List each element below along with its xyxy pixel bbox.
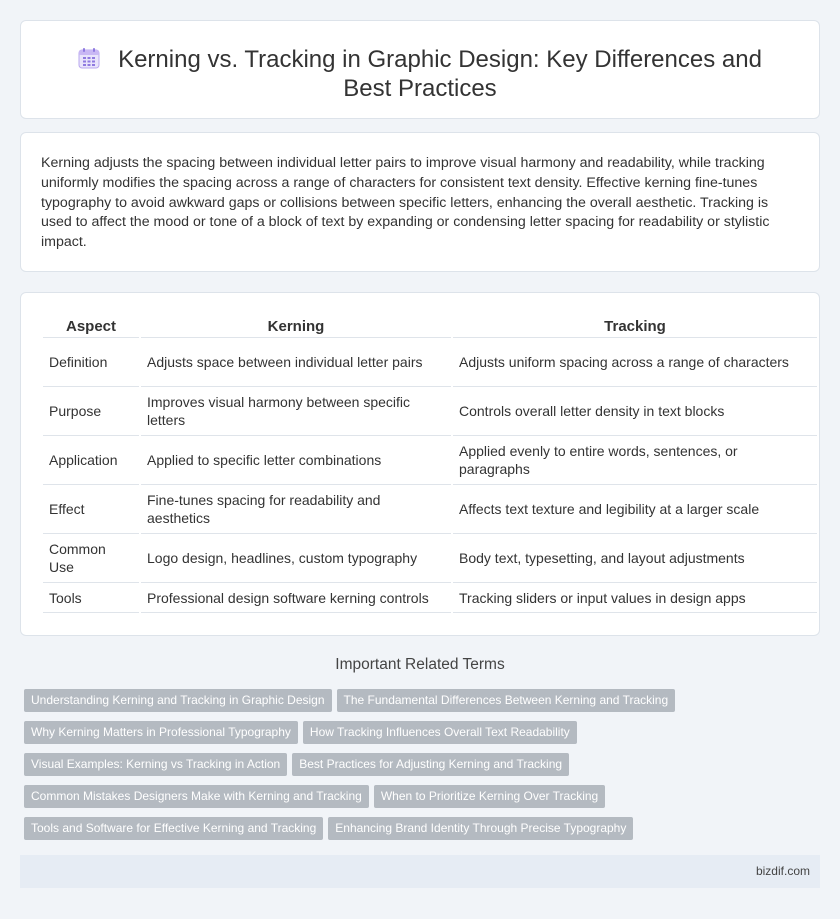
footer — [20, 855, 820, 888]
table-cell: Applied evenly to entire words, sentences, or paragraphs — [453, 436, 817, 485]
related-term-tag[interactable]: Understanding Kerning and Tracking in Graphic Design — [24, 689, 332, 712]
related-term-tag[interactable]: How Tracking Influences Overall Text Readability — [303, 721, 577, 744]
table-cell: Applied to specific letter combinations — [141, 436, 451, 485]
related-term-tag[interactable]: Visual Examples: Kerning vs Tracking in Action — [24, 753, 287, 776]
table-cell: Logo design, headlines, custom typography — [141, 534, 451, 583]
intro-paragraph: Kerning adjusts the spacing between individual letter pairs to improve visual harmony and readability, while tracking uniformly modifies the spacing across a range of characters for consistent text density. Effective kerning fine-tunes typography to avoid awkward gaps or collisions between specific letters, enhancing the overall aesthetic. Tracking is used to affect the mood or tone of a block of text by expanding or condensing letter spacing for readability or stylistic impact. — [41, 155, 770, 251]
related-terms-title: Important Related Terms — [335, 656, 505, 673]
table-row — [43, 485, 817, 534]
page-title — [61, 45, 779, 103]
table-row — [43, 338, 817, 387]
related-term-tag[interactable]: Common Mistakes Designers Make with Kerning and Tracking — [24, 785, 369, 808]
related-term-tag[interactable]: When to Prioritize Kerning Over Tracking — [374, 785, 605, 808]
table-cell: Controls overall letter density in text blocks — [453, 387, 817, 436]
table-cell: Adjusts uniform spacing across a range of characters — [453, 338, 817, 387]
table-cell: Fine-tunes spacing for readability and aesthetics — [141, 485, 451, 534]
table-cell: Tracking sliders or input values in design apps — [453, 583, 817, 613]
table-cell: Tools — [43, 583, 139, 613]
comparison-table — [41, 313, 819, 613]
header-tracking: Tracking — [453, 313, 817, 338]
table-header-row — [43, 313, 817, 338]
table-cell: Professional design software kerning controls — [141, 583, 451, 613]
table-row — [43, 583, 817, 613]
header-kerning: Kerning — [141, 313, 451, 338]
table-row — [43, 436, 817, 485]
related-term-tag[interactable]: Why Kerning Matters in Professional Typography — [24, 721, 298, 744]
tag-row — [24, 689, 680, 712]
table-cell: Adjusts space between individual letter pairs — [141, 338, 451, 387]
tag-row — [24, 753, 574, 776]
table-cell: Application — [43, 436, 139, 485]
tag-row — [24, 785, 610, 808]
intro-card — [20, 132, 820, 272]
tag-row — [24, 721, 582, 744]
table-cell: Common Use — [43, 534, 139, 583]
footer-site-name[interactable]: bizdif.com — [755, 864, 810, 878]
table-cell: Affects text texture and legibility at a larger scale — [453, 485, 817, 534]
header-aspect: Aspect — [43, 313, 139, 338]
page-title-text: Kerning vs. Tracking in Graphic Design: Key Differences and Best Practices — [118, 46, 762, 102]
table-cell: Improves visual harmony between specific letters — [141, 387, 451, 436]
table-row — [43, 387, 817, 436]
comparison-table-card — [20, 292, 820, 636]
header-card — [20, 20, 820, 119]
related-term-tag[interactable]: Best Practices for Adjusting Kerning and Tracking — [292, 753, 569, 776]
related-term-tag[interactable]: Tools and Software for Effective Kerning and Tracking — [24, 817, 323, 840]
calendar-icon — [78, 47, 100, 69]
table-cell: Body text, typesetting, and layout adjustments — [453, 534, 817, 583]
table-row — [43, 534, 817, 583]
related-term-tag[interactable]: Enhancing Brand Identity Through Precise Typography — [328, 817, 633, 840]
table-cell: Purpose — [43, 387, 139, 436]
table-cell: Effect — [43, 485, 139, 534]
table-cell: Definition — [43, 338, 139, 387]
related-term-tag[interactable]: The Fundamental Differences Between Kerning and Tracking — [337, 689, 676, 712]
tag-row — [24, 817, 638, 840]
